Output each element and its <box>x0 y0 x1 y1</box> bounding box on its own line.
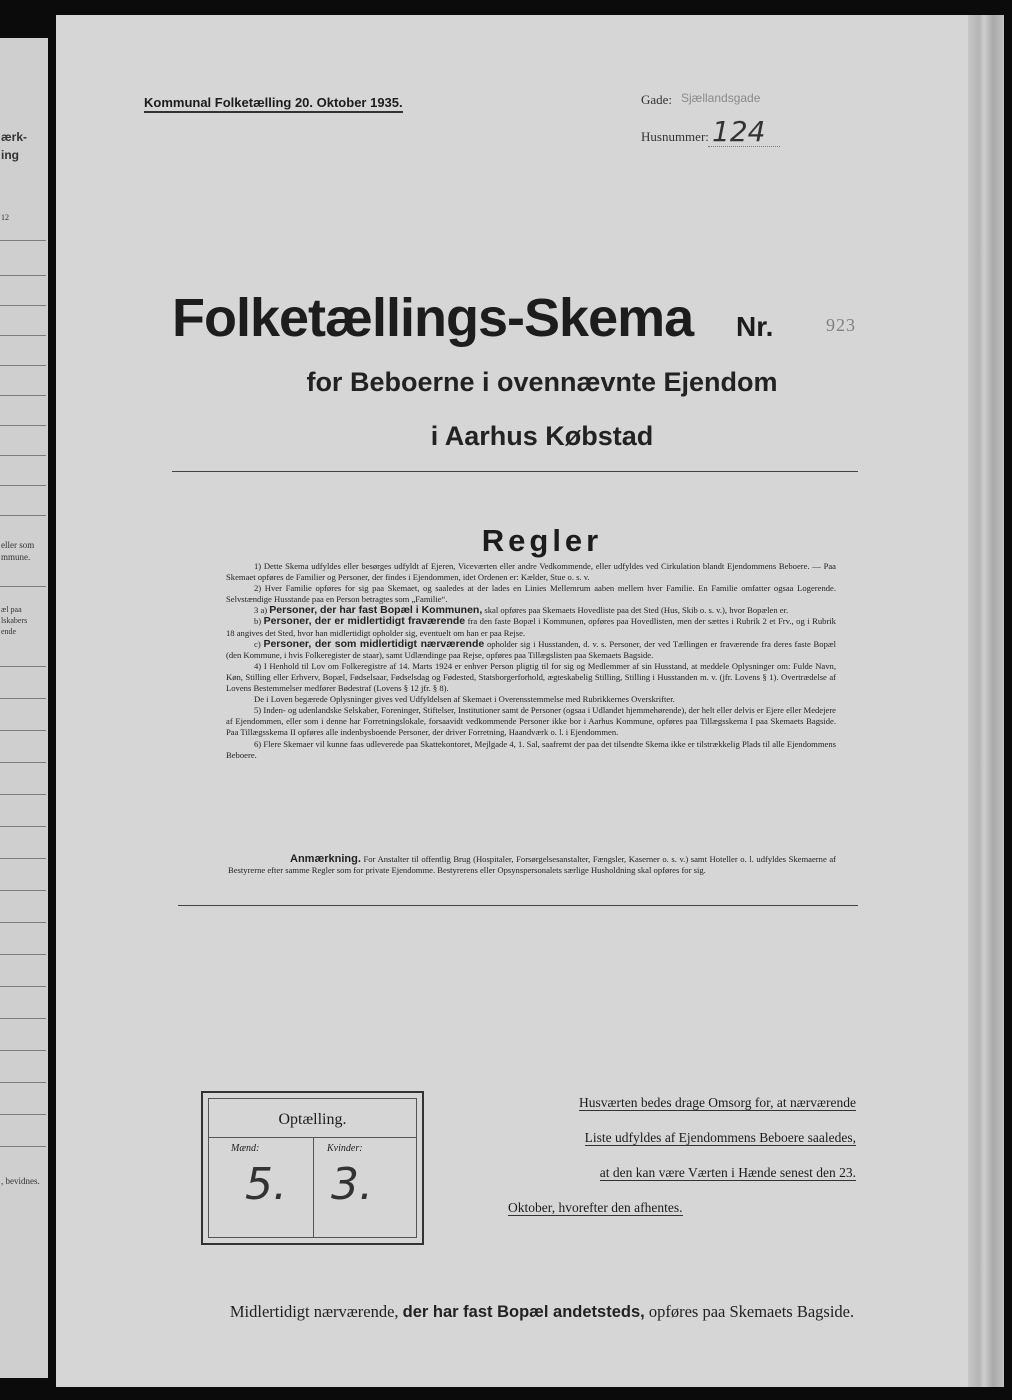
men-label: Mænd: <box>231 1143 260 1154</box>
prev-page-text: æl paa <box>1 605 22 614</box>
rule-3b-heading: Personer, der er midlertidigt fraværende <box>263 615 466 628</box>
rule-3a: 3 a) Personer, der har fast Bopæl i Kommunen, skal opføres paa Skemaets Hovedliste paa det Sted (Hus, Skib o. s. v.), hvor Bopælen er. <box>254 604 789 617</box>
prev-page-rule <box>0 1018 46 1019</box>
notice-line-2: Liste udfyldes af Ejendommens Beboere saaledes, <box>584 1130 856 1145</box>
count-title: Optælling. <box>278 1111 347 1128</box>
house-number-value: 124 <box>712 115 766 148</box>
form-number-value: 923 <box>826 315 856 335</box>
previous-page-edge <box>0 38 48 1378</box>
remark-text: For Anstalter til offentlig Brug (Hospitaler, Forsørgelsesanstalter, Fængsler, Kaserner o. s. v.) samt Hoteller o. l. udfyldes Skemaerne af Bestyrerne efter samme Regler som for private Ejendomme. Bestyrerens eller Opsynspersonalets særlige Husholdning skal opføres for sig. <box>228 854 836 876</box>
divider <box>172 471 858 472</box>
house-number-line <box>708 146 780 147</box>
form-number-label: Nr. <box>736 311 774 342</box>
prev-page-rule <box>0 365 46 366</box>
prev-page-rule <box>0 485 46 486</box>
prev-page-rule <box>0 922 46 923</box>
prev-page-rule <box>0 335 46 336</box>
prev-page-rule <box>0 954 46 955</box>
form-title: Folketællings-Skema <box>172 288 694 348</box>
book-page-edges <box>968 15 1004 1387</box>
form-subtitle: for Beboerne i ovennævnte Ejendom <box>306 367 778 397</box>
prev-page-rule <box>0 826 46 827</box>
prev-page-rule <box>0 425 46 426</box>
rule-1: 1) Dette Skema udfyldes eller besørges udfyldt af Ejeren, Viceværten eller andre Vedkommende, eller udfyldes ved Cirkulation blandt Ejendommens Beboere. — Paa Skemaet opføres de Familier og Personer, der findes i Ejendommen, idet Ordenen er: Kælder, Stue o. s. v. <box>226 561 836 583</box>
rule-3c-heading: Personer, der som midlertidigt nærværende <box>263 637 485 650</box>
landlord-notice <box>506 1095 856 1216</box>
footer-bold: der har fast Bopæl andetsteds, <box>402 1303 645 1321</box>
prev-page-rule <box>0 240 46 241</box>
prev-page-rule <box>0 730 46 731</box>
prev-page-rule <box>0 666 46 667</box>
notice-line-1: Husværten bedes drage Omsorg for, at nærværende <box>578 1095 856 1110</box>
prev-page-text: 12 <box>1 213 9 222</box>
census-header: Kommunal Folketælling 20. Oktober 1935. <box>144 95 403 113</box>
street-value: Sjællandsgade <box>681 91 761 105</box>
prev-page-text: ærk- <box>1 130 28 144</box>
prev-page-rule <box>0 275 46 276</box>
rule-5: 5) Inden- og udenlandske Selskaber, Foreninger, Stiftelser, Institutioner samt de Personer (ogsaa i Udlandet hjemmehørende), der helt eller delvis er Ejere eller Medejere af Ejendommen, eller som i denne har Forretningslokale, forsaavidt vedkommende Personer ikke bor i Aarhus Kommune, opføres paa Tillægsskema I paa Skemaets Bagside. Paa Tillægsskema II opføres alle indenbysboende Personer, der driver Forretning, Haandværk o. l. i Ejendommen. <box>226 705 836 738</box>
prev-page-rule <box>0 455 46 456</box>
notice-line-3: at den kan være Værten i Hænde senest den 23. <box>599 1165 856 1180</box>
prev-page-rule <box>0 986 46 987</box>
rule-4: 4) I Henhold til Lov om Folkeregistre af 14. Marts 1924 er enhver Person pligtig til for sig og Medlemmer af sin Husstand, at meddele Oplysninger om: Fulde Navn, Køn, Stilling eller Erhverv, Bopæl, Fødselsaar, Fødselsdag og Fødested, Statsborgerforhold, ægteskabelig Stilling, Stilling i Husstanden m. v. (jfr. Lovens § 1). Overtrædelse af Lovens Bestemmelser medfører Bødestraf (Lovens § 12 jfr. § 8). <box>226 660 836 694</box>
count-box <box>201 1091 424 1245</box>
prev-page-rule <box>0 794 46 795</box>
prev-page-text: eller som <box>1 540 35 550</box>
prev-page-rule <box>0 515 46 516</box>
footer-note: Midlertidigt nærværende, der har fast Bopæl andetsteds, opføres paa Skemaets Bagside. <box>229 1302 855 1321</box>
prev-page-rule <box>0 1050 46 1051</box>
notice-line-4: Oktober, hvorefter den afhentes. <box>508 1200 683 1215</box>
rule-3a-heading: Personer, der har fast Bopæl i Kommunen, <box>269 604 483 617</box>
prev-page-rule <box>0 858 46 859</box>
rule-2: 2) Hver Familie opføres for sig paa Skemaet, og saaledes at der lades en Linies Mellemrum aaben mellem hver Familie. En Familie omfatter ogsaa Logerende. Selvstændige Husstande paa en Person betragtes som „Familie“. <box>226 583 836 605</box>
prev-page-rule <box>0 395 46 396</box>
rules-heading: Regler <box>481 523 603 558</box>
prev-page-rule <box>0 586 46 587</box>
prev-page-text: ing <box>1 148 19 162</box>
women-label: Kvinder: <box>327 1143 363 1154</box>
house-number-label: Husnummer: <box>641 129 709 144</box>
prev-page-text: lskabers <box>1 616 28 625</box>
form-subtitle-city: i Aarhus Købstad <box>430 421 654 451</box>
rule-6: 6) Flere Skemaer vil kunne faas udleverede paa Skattekontoret, Mejlgade 4, 1. Sal, saafremt der paa det tilsendte Skema ikke er tilstrækkelig Plads til alle Ejendommens Beboere. <box>226 738 836 760</box>
divider <box>178 905 858 906</box>
prev-page-rule <box>0 698 46 699</box>
remark <box>228 854 836 877</box>
rule-3b: b) Personer, der er midlertidigt fraværende fra den faste Bopæl i Kommunen, opføres paa Hovedlisten, men der sættes i Rubrik 2 et Frv., og i Rubrik 18 angives det Sted, hvor han midlertidigt opholder sig, eventuelt om han er paa Rejse. <box>226 615 836 638</box>
prev-page-rule <box>0 1114 46 1115</box>
remark-heading: Anmærkning. <box>290 853 361 865</box>
prev-page-text: ende <box>1 627 17 636</box>
prev-page-rule <box>0 305 46 306</box>
census-form-page <box>56 15 968 1387</box>
prev-page-rule <box>0 890 46 891</box>
prev-page-rule <box>0 1146 46 1147</box>
prev-page-text: mmune. <box>1 552 31 562</box>
rule-3c: c) Personer, der som midlertidigt nærværende opholder sig i Husstanden, d. v. s. Personer, der ved Tællingen er fraværende fra deres faste Bopæl (den Kommune, i hvis Folkeregister de staar), samt Udlændinge paa Rejse, opføres paa Tillægslisten paa Skemaets Bagside. <box>226 637 836 660</box>
prev-page-text: , bevidnes. <box>1 1176 40 1186</box>
street-label: Gade: <box>641 92 673 107</box>
prev-page-rule <box>0 1082 46 1083</box>
men-count: 5. <box>245 1159 287 1210</box>
rules-text <box>226 561 836 761</box>
rule-4b: De i Loven begærede Oplysninger gives ved Udfyldelsen af Skemaet i Overensstemmelse med Rubrikkernes Overskrifter. <box>254 694 675 705</box>
prev-page-rule <box>0 762 46 763</box>
women-count: 3. <box>331 1159 373 1210</box>
